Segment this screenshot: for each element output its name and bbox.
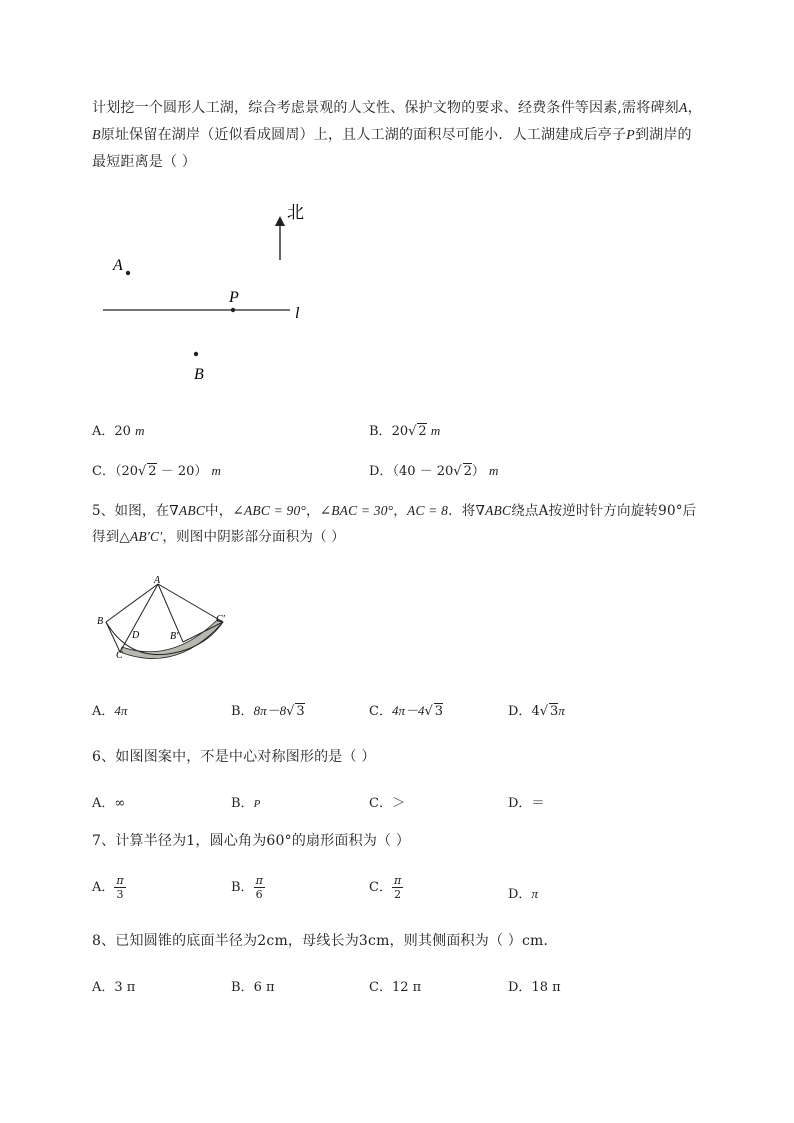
q5-figure [92, 574, 242, 666]
fraction: $\frac{\pi}{6}$ [255, 874, 263, 901]
q7-option-b[interactable]: B． $\frac{\pi}{6}$ [231, 874, 263, 901]
point-A-label: A [113, 257, 123, 274]
q5-option-d[interactable]: D．4√ 3π [508, 703, 565, 719]
q4-stem-line1: 计划挖一个圆形人工湖，综合考虑景观的人文性、保护文物的要求、经费条件等因素,需将碑刻A， [92, 100, 702, 116]
q5-stem-line1: 5、如图，在∇ABC中，∠ABC = 90°，∠BAC = 30°，AC = 8．将∇ABC绕点A按逆时针方向旋转90°后 [92, 503, 697, 519]
label-D: D [132, 630, 140, 641]
label-B: B [97, 616, 104, 627]
north-label: 北 [287, 203, 304, 222]
point-B [194, 352, 198, 356]
q4-option-c[interactable]: C．（20√ 2 － 20） m [92, 463, 221, 479]
q7-option-a[interactable]: A． $\frac{\pi}{3}$ [92, 874, 124, 901]
q4-figure [95, 198, 325, 388]
q6-stem: 6、如图图案中，不是中心对称图形的是（ ） [92, 749, 376, 765]
q4-option-d[interactable]: D．（40 － 20√ 2） m [369, 463, 499, 479]
q8-option-b[interactable]: B．6 π [231, 980, 275, 995]
q7-option-d[interactable]: D．π [508, 886, 538, 902]
segment-AC [120, 584, 158, 652]
q8-stem: 8、已知圆锥的底面半径为2cm，母线长为3cm，则其侧面积为（ ）cm． [92, 933, 558, 949]
q5-option-a[interactable]: A．4π [92, 703, 128, 719]
q4-stem [92, 95, 742, 175]
q6-option-b[interactable]: B．P [231, 796, 261, 811]
q8-option-c[interactable]: C．12 π [369, 980, 422, 995]
north-arrowhead [275, 216, 285, 226]
label-A: A [154, 575, 161, 586]
q4-option-a[interactable]: A．20 m [92, 423, 145, 439]
q5-option-c[interactable]: C．4π－4√ 3 [369, 703, 444, 719]
q5-option-b[interactable]: B．8π－8√ 3 [231, 703, 305, 719]
point-P [231, 308, 235, 312]
q4-stem-line2: B原址保留在湖岸（近似看成圆周）上，且人工湖的面积尽可能小．人工湖建成后亭子P到湖岸的 [92, 127, 692, 143]
segment-AB [106, 584, 158, 622]
q7-option-c[interactable]: C． $\frac{\pi}{2}$ [369, 874, 402, 901]
q5-stem-line2: 得到△AB′C′，则图中阴影部分面积为（ ） [92, 529, 345, 545]
fraction: $\frac{\pi}{3}$ [116, 874, 124, 901]
label-B-prime: B′ [170, 631, 179, 642]
q6-option-a[interactable]: A．∞ [92, 796, 126, 811]
segment-AC1 [158, 584, 223, 622]
q7-stem: 7、计算半径为1，圆心角为60°的扇形面积为（ ） [92, 833, 411, 849]
label-C: C [116, 650, 123, 661]
q4-stem-line3: 最短距离是（ ） [92, 154, 197, 170]
q8-option-d[interactable]: D．18 π [508, 980, 561, 995]
point-P-label: P [229, 289, 239, 306]
point-B-label: B [194, 366, 204, 383]
q4-option-b[interactable]: B．20√ 2 m [369, 423, 441, 439]
q8-option-a[interactable]: A．3 π [92, 980, 136, 995]
fraction: $\frac{\pi}{2}$ [393, 874, 402, 901]
q6-option-c[interactable]: C．＞ [369, 796, 405, 811]
q6-option-d[interactable]: D．＝ [508, 796, 545, 811]
label-C-prime: C′ [216, 614, 225, 625]
point-A [126, 271, 130, 275]
line-l-label: l [295, 305, 300, 322]
q5-stem [92, 498, 742, 550]
